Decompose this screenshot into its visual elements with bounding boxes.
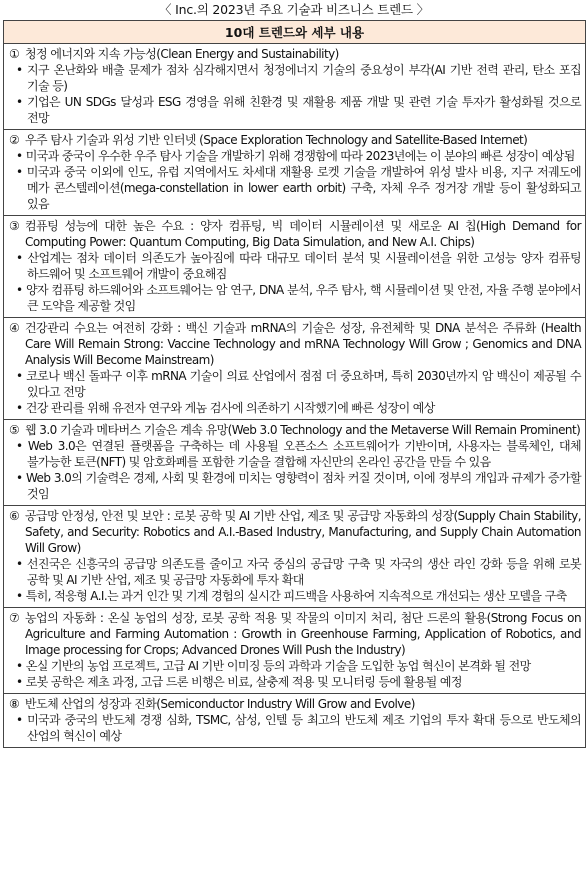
trend-cell: [4, 506, 586, 608]
trend-row: [4, 608, 586, 694]
bullet-dot-icon: •: [16, 63, 28, 77]
trend-bullet: [9, 674, 581, 690]
trend-bullet: [9, 588, 581, 604]
bullet-dot-icon: •: [16, 589, 26, 603]
bullet-dot-icon: •: [16, 251, 28, 265]
bullet-text: 선진국은 신흥국의 공급망 의존도를 줄이고 자국 중심의 공급망 구축 및 자국의 생산 라인 강화 등을 위해 로봇 공학 및 AI 기반 산업, 제조 및 공급망 자동화에 투자 확대: [26, 557, 581, 587]
trend-bullet: [9, 62, 581, 94]
trend-bullet: [9, 712, 581, 744]
bullet-text: 양자 컴퓨팅 하드웨어와 소프트웨어는 암 연구, DNA 분석, 우주 탐사, 핵 시뮬레이션 및 안전, 자율 주행 분야에서 큰 도약을 제공할 것임: [25, 283, 581, 313]
trend-bullet: [9, 94, 581, 126]
trend-row: [4, 694, 586, 748]
trend-bullet: [9, 438, 581, 470]
trend-number: ⑦: [9, 611, 20, 625]
trend-row: [4, 506, 586, 608]
trend-title-text: 청정 에너지와 지속 가능성(Clean Energy and Sustainability): [25, 47, 339, 61]
trend-title: [9, 508, 581, 556]
bullet-dot-icon: •: [16, 165, 27, 179]
trend-title-text: 반도체 산업의 성장과 진화(Semiconductor Industry Will Grow and Evolve): [25, 697, 415, 711]
trend-title: [9, 218, 581, 250]
trend-cell: [4, 694, 586, 748]
table-header-row: [4, 21, 586, 44]
bullet-text: 산업계는 점차 데이터 의존도가 높아짐에 따라 대규모 데이터 분석 및 시뮬레이션을 위한 고성능 양자 컴퓨팅 하드웨어 및 소프트웨어 개발이 중요해짐: [27, 251, 581, 281]
trend-title: [9, 696, 581, 712]
bullet-text: 기업은 UN SDGs 달성과 ESG 경영을 위해 친환경 및 재활용 제품 개발 및 관련 기술 투자가 활성화될 것으로 전망: [27, 95, 581, 125]
bullet-dot-icon: •: [16, 471, 26, 485]
trend-number: ⑥: [9, 509, 20, 523]
bullet-dot-icon: •: [16, 149, 26, 163]
bullet-dot-icon: •: [16, 659, 26, 673]
trend-title: [9, 422, 581, 438]
trend-title-text: 농업의 자동화 : 온실 농업의 성장, 로봇 공학 적용 및 작물의 이미지 처리, 첨단 드론의 활용(Strong Focus on Agriculture and Farming Automation : Growth in Greenhouse Farming, Application of Robotics, and Image processing for Crops; Advanced Drones Will Push the Industry): [25, 611, 581, 657]
trend-cell: [4, 130, 586, 216]
bullet-dot-icon: •: [16, 557, 27, 571]
trend-title-text: 컴퓨팅 성능에 대한 높은 수요 : 양자 컴퓨팅, 빅 데이터 시뮬레이션 및 새로운 AI 칩(High Demand for Computing Power: Quantum Computing, Big Data Simulation, and New A.I. Chips): [25, 219, 581, 249]
trend-bullet: [9, 282, 581, 314]
trend-bullet: [9, 250, 581, 282]
trend-bullet: [9, 164, 581, 212]
trend-bullet: [9, 470, 581, 502]
trend-title-text: 공급망 안정성, 안전 및 보안 : 로봇 공학 및 AI 기반 산업, 제조 및 공급망 자동화의 성장(Supply Chain Stability, Safety, and Security: Robotics and A.I.-Based Industry, Manufacturing, and Supply Chain Automation Will Grow): [25, 509, 581, 555]
bullet-dot-icon: •: [16, 283, 26, 297]
trend-title-text: 건강관리 수요는 여전히 강화 : 백신 기술과 mRNA의 기술은 성장, 유전체학 및 DNA 분석은 주류화 (Health Care Will Remain Strong: Vaccine Technology and mRNA Technology Will Grow ; Genomics and DNA Analysis Will Become Mainstream): [25, 321, 581, 367]
trend-cell: [4, 420, 586, 506]
trend-number: ⑤: [9, 423, 20, 437]
trend-row: [4, 420, 586, 506]
trend-bullet: [9, 400, 581, 416]
trend-number: ④: [9, 321, 20, 335]
trend-row: [4, 44, 586, 130]
trend-title: [9, 46, 581, 62]
bullet-text: 코로나 백신 돌파구 이후 mRNA 기술이 의료 산업에서 점점 더 중요하며, 특히 2030년까지 암 백신이 제공될 수 있다고 전망: [26, 369, 581, 399]
bullet-text: 미국과 중국이 우수한 우주 탐사 기술을 개발하기 위해 경쟁함에 따라 2023년에는 이 분야의 빠른 성장이 예상됨: [25, 149, 575, 163]
trend-cell: [4, 216, 586, 318]
trend-number: ③: [9, 219, 20, 233]
trend-bullet: [9, 658, 581, 674]
bullet-text: Web 3.0의 기술력은 경제, 사회 및 환경에 미치는 영향력이 점차 커질 것이며, 이에 정부의 개입과 규제가 증가할 것임: [26, 471, 581, 501]
trend-number: ②: [9, 133, 20, 147]
document-title: 〈 Inc.의 2023년 주요 기술과 비즈니스 트렌드 〉: [159, 2, 429, 17]
bullet-text: 미국과 중국의 반도체 경쟁 심화, TSMC, 삼성, 인텔 등 최고의 반도체 제조 기업의 투자 확대 등으로 반도체의 산업의 혁신이 예상: [27, 713, 581, 743]
trend-number: ①: [9, 47, 20, 61]
bullet-dot-icon: •: [16, 675, 26, 689]
trend-row: [4, 216, 586, 318]
bullet-text: 미국과 중국 이외에 인도, 유럽 지역에서도 차세대 재활용 로켓 기술을 개발하여 위성 발사 비용, 지구 저궤도에 메가 콘스텔레이션(mega-constellation in lower earth orbit) 구축, 자체 우주 정거장 개발 등이 활성화되고 있음: [26, 165, 581, 211]
bullet-dot-icon: •: [16, 369, 27, 383]
trend-cell: [4, 608, 586, 694]
trend-row: [4, 318, 586, 420]
bullet-text: 온실 기반의 농업 프로젝트, 고급 AI 기반 이미징 등의 과학과 기술을 도입한 농업 혁신이 본격화 될 전망: [25, 659, 531, 673]
trend-title-text: 우주 탐사 기술과 위성 기반 인터넷 (Space Exploration Technology and Satellite-Based Internet): [25, 133, 528, 147]
bullet-dot-icon: •: [16, 95, 28, 109]
trend-bullet: [9, 148, 581, 164]
trend-bullet: [9, 368, 581, 400]
trend-title: [9, 610, 581, 658]
bullet-text: 로봇 공학은 제초 과정, 고급 드론 비행은 비료, 살충제 적용 및 모니터링 등에 활용될 예정: [25, 675, 462, 689]
bullet-dot-icon: •: [16, 401, 26, 415]
trend-cell: [4, 44, 586, 130]
bullet-dot-icon: •: [16, 439, 28, 453]
bullet-text: 건강 관리를 위해 유전자 연구와 게놈 검사에 의존하기 시작했기에 빠른 성장이 예상: [25, 401, 435, 415]
trend-title: [9, 132, 581, 148]
bullet-text: Web 3.0은 연결된 플랫폼을 구축하는 데 사용될 오픈소스 소프트웨어가 기반이며, 사용자는 블록체인, 대체 불가능한 토큰(NFT) 및 암호화폐를 포함한 기술을 결합해 자신만의 온라인 공간을 만들 수 있음: [27, 439, 581, 469]
trend-title: [9, 320, 581, 368]
trend-cell: [4, 318, 586, 420]
table-header: 10대 트렌드와 세부 내용: [4, 21, 586, 44]
bullet-text: 지구 온난화와 배출 문제가 점차 심각해지면서 청정에너지 기술의 중요성이 부각(AI 기반 전력 관리, 탄소 포집 기술 등): [27, 63, 581, 93]
trend-bullet: [9, 556, 581, 588]
trends-table: [3, 20, 586, 748]
trend-number: ⑧: [9, 697, 20, 711]
bullet-dot-icon: •: [16, 713, 28, 727]
trend-title-text: 웹 3.0 기술과 메타버스 기술은 계속 유망(Web 3.0 Technology and the Metaverse Will Remain Prominent): [25, 423, 581, 437]
trend-row: [4, 130, 586, 216]
bullet-text: 특히, 적응형 A.I.는 과거 인간 및 기계 경험의 실시간 피드백을 사용하여 지속적으로 개선되는 생산 모델을 구축: [25, 589, 567, 603]
